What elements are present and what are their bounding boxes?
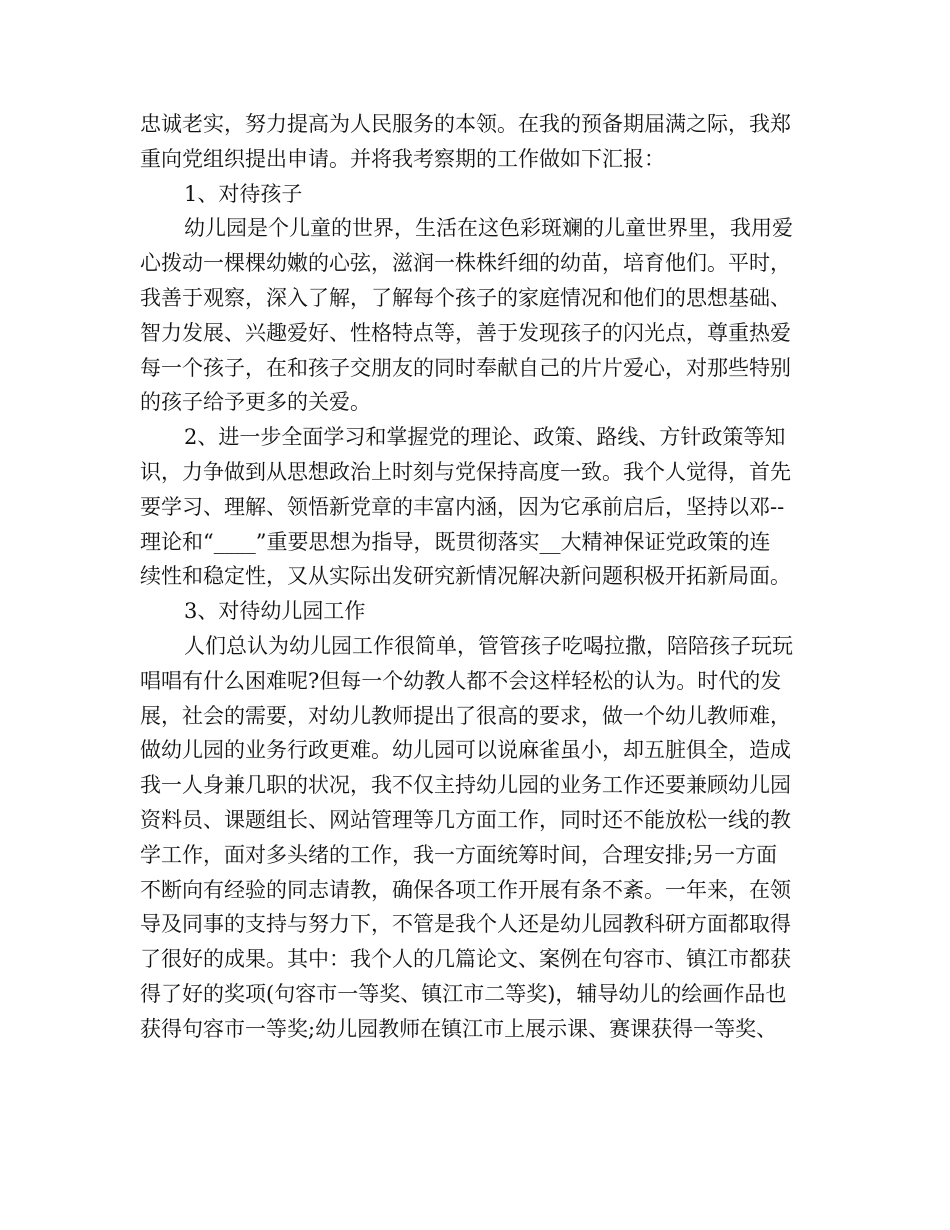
text-line: 了很好的成果。其中：我个人的几篇论文、案例在句容市、镇江市都获 <box>140 947 791 972</box>
text-line: 幼儿园是个儿童的世界，生活在这色彩斑斓的儿童世界里，我用爱 <box>184 216 793 241</box>
text-line: 重向党组织提出申请。并将我考察期的工作做如下汇报： <box>140 146 665 171</box>
text-line: 获得句容市一等奖;幼儿园教师在镇江市上展示课、赛课获得一等奖、 <box>140 1016 778 1041</box>
text-line: 的孩子给予更多的关爱。 <box>140 390 371 415</box>
text-line: 续性和稳定性，又从实际出发研究新情况解决新问题积极开拓新局面。 <box>140 564 791 589</box>
text-line: 得了好的奖项(句容市一等奖、镇江市二等奖)，辅导幼儿的绘画作品也 <box>140 981 787 1006</box>
text-line: 导及同事的支持与努力下，不管是我个人还是幼儿园教科研方面都取得 <box>140 912 791 937</box>
text-line: 展，社会的需要，对幼儿教师提出了很高的要求，做一个幼儿教师难， <box>140 703 791 728</box>
text-line: 忠诚老实，努力提高为人民服务的本领。在我的预备期届满之际，我郑 <box>140 112 791 136</box>
text-line: 做幼儿园的业务行政更难。幼儿园可以说麻雀虽小，却五脏俱全，造成 <box>140 738 791 763</box>
text-line: 学工作，面对多头绪的工作，我一方面统筹时间，合理安排;另一方面 <box>140 842 778 867</box>
section-heading: 3、对待幼儿园工作 <box>184 599 366 624</box>
text-line: 要学习、理解、领悟新党章的丰富内涵，因为它承前启后，坚持以邓-- <box>140 494 785 519</box>
body-text <box>140 107 820 1047</box>
section-heading: 1、对待孩子 <box>184 181 303 206</box>
text-line: 识，力争做到从思想政治上时刻与党保持高度一致。我个人觉得，首先 <box>140 459 791 484</box>
text-line: 每一个孩子，在和孩子交朋友的同时奉献自己的片片爱心，对那些特别 <box>140 355 791 380</box>
text-line: 不断向有经验的同志请教，确保各项工作开展有条不紊。一年来，在领 <box>140 877 791 902</box>
text-line: 理论和“____”重要思想为指导，既贯彻落实__大精神保证党政策的连 <box>140 529 771 554</box>
text-line: 资料员、课题组长、网站管理等几方面工作，同时还不能放松一线的教 <box>140 807 791 832</box>
section-heading: 2、进一步全面学习和掌握党的理论、政策、路线、方针政策等知 <box>184 425 786 450</box>
text-line: 人们总认为幼儿园工作很简单，管管孩子吃喝拉撒，陪陪孩子玩玩 <box>184 633 793 658</box>
text-line: 唱唱有什么困难呢?但每一个幼教人都不会这样轻松的认为。时代的发 <box>140 668 782 693</box>
text-line: 心拨动一棵棵幼嫩的心弦，滋润一株株纤细的幼苗，培育他们。平时， <box>140 251 791 276</box>
text-line: 我一人身兼几职的状况，我不仅主持幼儿园的业务工作还要兼顾幼儿园 <box>140 773 791 798</box>
text-line: 我善于观察，深入了解，了解每个孩子的家庭情况和他们的思想基础、 <box>140 285 791 310</box>
text-line: 智力发展、兴趣爱好、性格特点等，善于发现孩子的闪光点，尊重热爱 <box>140 320 791 345</box>
